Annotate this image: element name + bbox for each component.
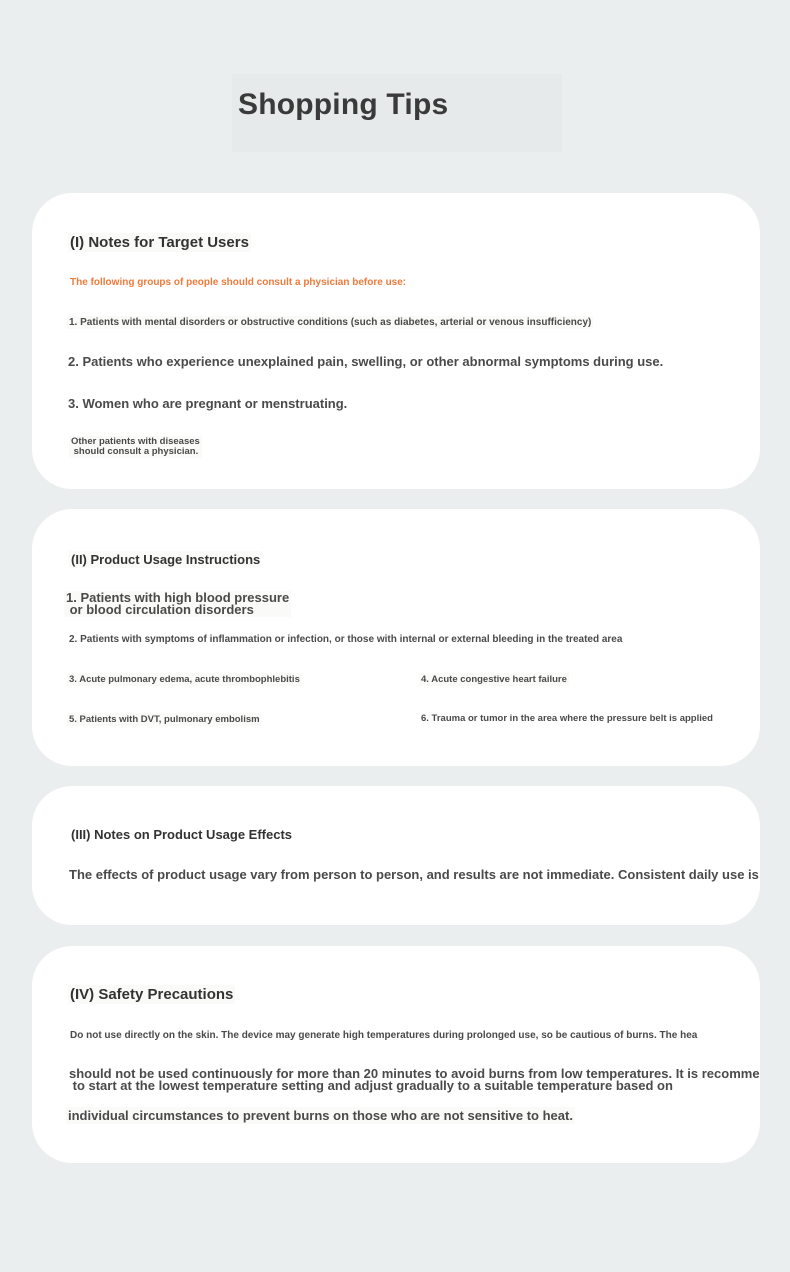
list-item: 6. Trauma or tumor in the area where the pressure belt is applied — [421, 713, 713, 724]
footnote: Other patients with diseases should consult a physician. — [71, 436, 200, 457]
paragraph-line: should not be used continuously for more than 20 minutes to avoid burns from low temperatures. It is recomme to start at the lowest temperature setting and adjust gradually to a suitable temperature based on — [69, 1066, 760, 1093]
section-heading: (IV) Safety Precautions — [70, 986, 234, 1003]
section-subtitle: The following groups of people should consult a physician before use: — [70, 277, 407, 288]
list-item: 2. Patients who experience unexplained pain, swelling, or other abnormal symptoms during use. — [68, 354, 664, 369]
paragraph-line: individual circumstances to prevent burns on those who are not sensitive to heat. — [68, 1108, 573, 1123]
section-card-safety — [32, 946, 760, 1163]
section-card-usage-effects — [32, 786, 760, 925]
paragraph: The effects of product usage vary from person to person, and results are not immediate. Consistent daily use is — [69, 867, 759, 882]
section-heading: (I) Notes for Target Users — [70, 234, 249, 251]
list-item: 2. Patients with symptoms of inflammation or infection, or those with internal or external bleeding in the treated area — [69, 634, 623, 645]
list-item: 3. Acute pulmonary edema, acute thrombophlebitis — [69, 674, 300, 685]
section-heading: (III) Notes on Product Usage Effects — [71, 827, 293, 842]
section-heading: (II) Product Usage Instructions — [71, 552, 261, 567]
paragraph-line: Do not use directly on the skin. The device may generate high temperatures during prolonged use, so be cautious of burns. The hea — [70, 1030, 698, 1041]
list-item: 1. Patients with mental disorders or obstructive conditions (such as diabetes, arterial or venous insufficiency) — [69, 317, 592, 328]
list-item: 3. Women who are pregnant or menstruating. — [68, 396, 348, 411]
list-item: 4. Acute congestive heart failure — [421, 674, 567, 685]
page-title: Shopping Tips — [238, 88, 449, 121]
list-item: 5. Patients with DVT, pulmonary embolism — [69, 714, 260, 725]
list-item: 1. Patients with high blood pressure or blood circulation disorders — [66, 590, 290, 617]
